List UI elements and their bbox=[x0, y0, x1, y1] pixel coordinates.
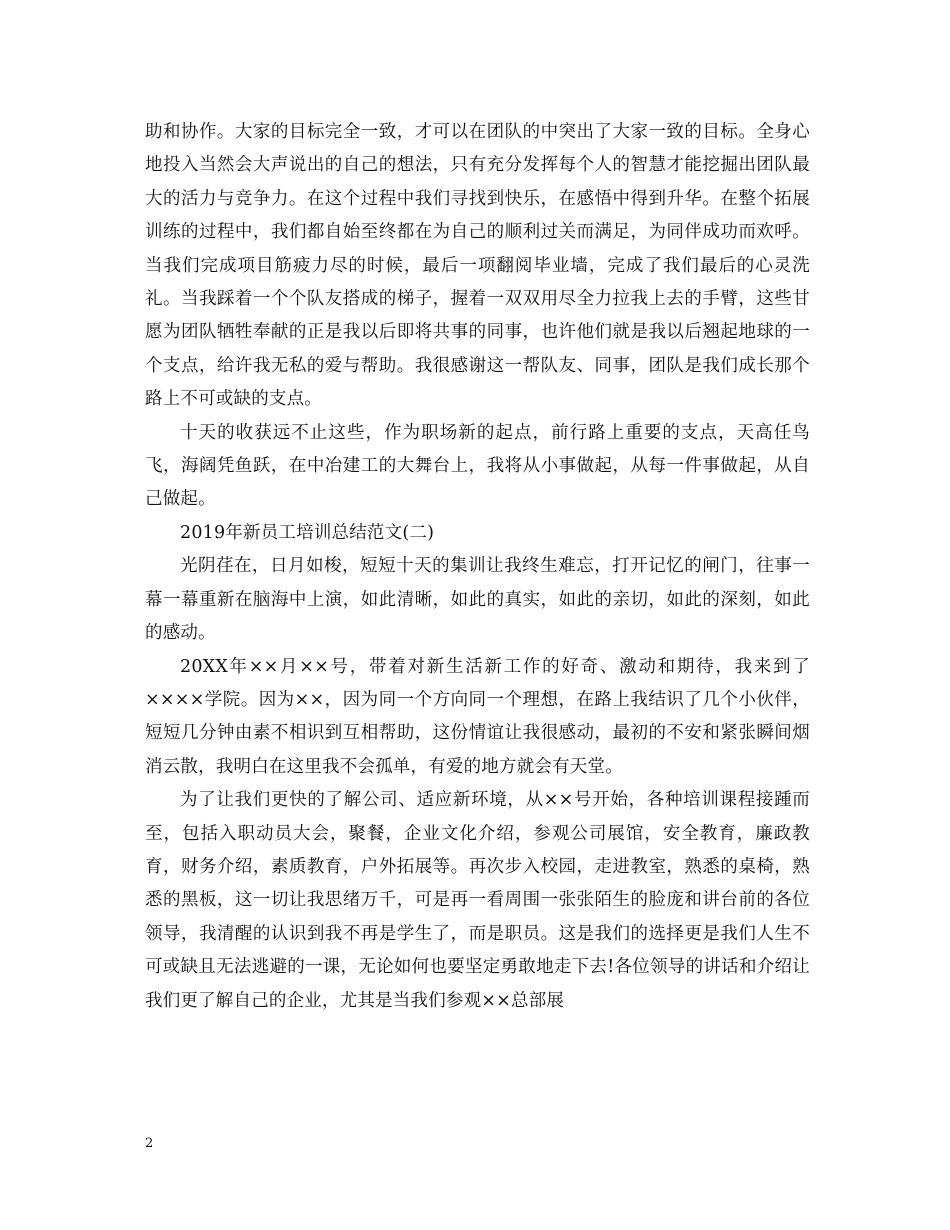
section-heading: 2019年新员工培训总结范文(二) bbox=[180, 522, 435, 543]
paragraph-5: 为了让我们更快的了解公司、适应新环境，从××号开始，各种培训课程接踵而至，包括入职动员大会，聚餐，企业文化介绍，参观公司展馆，安全教育，廉政教育，财务介绍，素质教育，户外拓展等。再次步入校园，走进教室，熟悉的桌椅，熟悉的黑板，这一切让我思绪万千，可是再一看周围一张张陌生的脸庞和讲台前的各位领导，我清醒的认识到我不再是学生了，而是职员。这是我们的选择更是我们人生不可或缺且无法逃避的一课，无论如何也要坚定勇敢地走下去!各位领导的讲话和介绍让我们更了解自己的企业，尤其是当我们参观××总部展 bbox=[145, 790, 810, 1011]
paragraph-2: 十天的收获远不止这些，作为职场新的起点，前行路上重要的支点，天高任鸟飞，海阔凭鱼跃，在中冶建工的大舞台上，我将从小事做起，从每一件事做起，从自己做起。 bbox=[145, 422, 810, 510]
page-number: 2 bbox=[145, 1136, 154, 1151]
document-body bbox=[145, 116, 810, 1018]
paragraph-4: 20XX年××月××号，带着对新生活新工作的好奇、激动和期待，我来到了××××学院。因为××，因为同一个方向同一个理想，在路上我结识了几个小伙伴，短短几分钟由素不相识到互相帮助，这份情谊让我很感动，最初的不安和紧张瞬间烟消云散，我明白在这里我不会孤单，有爱的地方就会有天堂。 bbox=[145, 656, 810, 777]
paragraph-3: 光阴荏在，日月如梭，短短十天的集训让我终生难忘，打开记忆的闸门，往事一幕一幕重新在脑海中上演，如此清晰，如此的真实，如此的亲切，如此的深刻，如此的感动。 bbox=[145, 556, 810, 644]
paragraph-1: 助和协作。大家的目标完全一致，才可以在团队的中突出了大家一致的目标。全身心地投入当然会大声说出的自己的想法，只有充分发挥每个人的智慧才能挖掘出团队最大的活力与竞争力。在这个过程中我们寻找到快乐，在感悟中得到升华。在整个拓展训练的过程中，我们都自始至终都在为自己的顺利过关而满足，为同伴成功而欢呼。当我们完成项目筋疲力尽的时候，最后一项翻阅毕业墙，完成了我们最后的心灵洗礼。当我踩着一个个队友搭成的梯子，握着一双双用尽全力拉我上去的手臂，这些甘愿为团队牺牲奉献的正是我以后即将共事的同事，也许他们就是我以后翘起地球的一个支点，给许我无私的爱与帮助。我很感谢这一帮队友、同事，团队是我们成长那个路上不可或缺的支点。 bbox=[145, 122, 810, 410]
